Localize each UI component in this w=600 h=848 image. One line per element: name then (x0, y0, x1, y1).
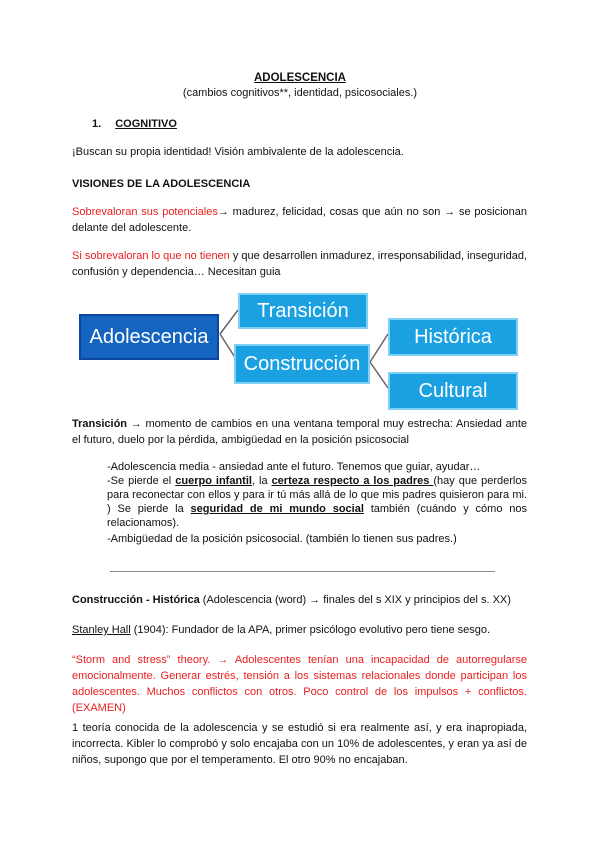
diagram-node-historica: Histórica (388, 318, 518, 356)
bullet-2 (107, 474, 527, 530)
bullet-1: -Adolescencia media - ansiedad ante el futuro. Tenemos que guiar, ayudar… (107, 461, 481, 473)
bullet-2-text-c: (hay que perderlos para reconectar con ellos y para ir tú más allá de lo que mis padres quisieron para mi. ) Se pierde la (107, 475, 527, 515)
visiones-heading: VISIONES DE LA ADOLESCENCIA (72, 178, 251, 190)
construccion-paragraph (72, 592, 527, 608)
horizontal-divider (110, 571, 495, 572)
page-subtitle: (cambios cognitivos**, identidad, psicosociales.) (182, 87, 418, 99)
construccion-term: Construcción - Histórica (72, 594, 200, 606)
bullet-2-text-b: , la (251, 475, 272, 487)
transicion-text: → momento de cambios en una ventana temporal muy estrecha: Ansiedad ante el futuro, duelo por la pérdida, ambigüedad en la posición psicosocial (72, 418, 527, 446)
section-number: 1. (92, 118, 102, 130)
bullet-2-seguridad: seguridad de mi mundo social (190, 503, 364, 515)
si-sobrevaloran-highlight: Si sobrevaloran lo que no tienen (72, 250, 230, 262)
construccion-text: (Adolescencia (word) → finales del s XIX y principios del s. XX) (199, 594, 511, 606)
diagram-node-adolescencia: Adolescencia (79, 314, 219, 360)
bullet-3: -Ambigüedad de la posición psicosocial. (también lo tienen sus padres.) (107, 533, 457, 545)
si-sobrevaloran-text: y que desarrollen inmadurez, irresponsabilidad, inseguridad, confusión y dependencia… Necesitan guia (72, 250, 528, 278)
diagram-node-cultural: Cultural (388, 372, 518, 410)
storm-stress-paragraph: “Storm and stress” theory. → Adolescentes tenían una incapacidad de autorregularse emocionalmente. Generar estrés, tensión a los sistemas relacionales donde participan los adolescentes. Muchos conflictos con otros. Poco control de los impulsos + conflictos. (EXAMEN) (72, 654, 527, 714)
section-label: COGNITIVO (115, 118, 177, 130)
sobrevaloran-highlight: Sobrevaloran sus potenciales (72, 206, 218, 218)
bullet-2-certeza: certeza respecto a los padres (271, 475, 434, 487)
sobrevaloran-text: → madurez, felicidad, cosas que aún no son → se posicionan delante del adolescente. (72, 206, 528, 234)
bullet-2-text-a: -Se pierde el (107, 475, 176, 487)
transicion-term: Transición (72, 418, 128, 430)
stanley-paragraph (72, 622, 527, 638)
intro-paragraph: ¡Buscan su propia identidad! Visión ambivalente de la adolescencia. (72, 146, 404, 158)
stanley-text: (1904): Fundador de la APA, primer psicólogo evolutivo pero tiene sesgo. (130, 624, 491, 636)
diagram-node-transicion: Transición (238, 293, 368, 329)
bullet-2-text-d: también (cuándo y cómo nos relacionamos). (107, 503, 527, 529)
bullet-2-cuerpo-infantil: cuerpo infantil (175, 475, 252, 487)
page-title: ADOLESCENCIA (253, 72, 346, 84)
transicion-paragraph (72, 416, 527, 448)
stanley-name: Stanley Hall (72, 624, 131, 636)
diagram-node-construccion: Construcción (234, 344, 370, 384)
teoria-paragraph: 1 teoría conocida de la adolescencia y se estudió si era realmente así, y era inapropiada, incorrecta. Kibler lo comprobó y solo encajaba con un 10% de adolescentes, y eran ya así de niños, supongo que por el temperamento. El otro 90% no encajaban. (72, 722, 527, 766)
